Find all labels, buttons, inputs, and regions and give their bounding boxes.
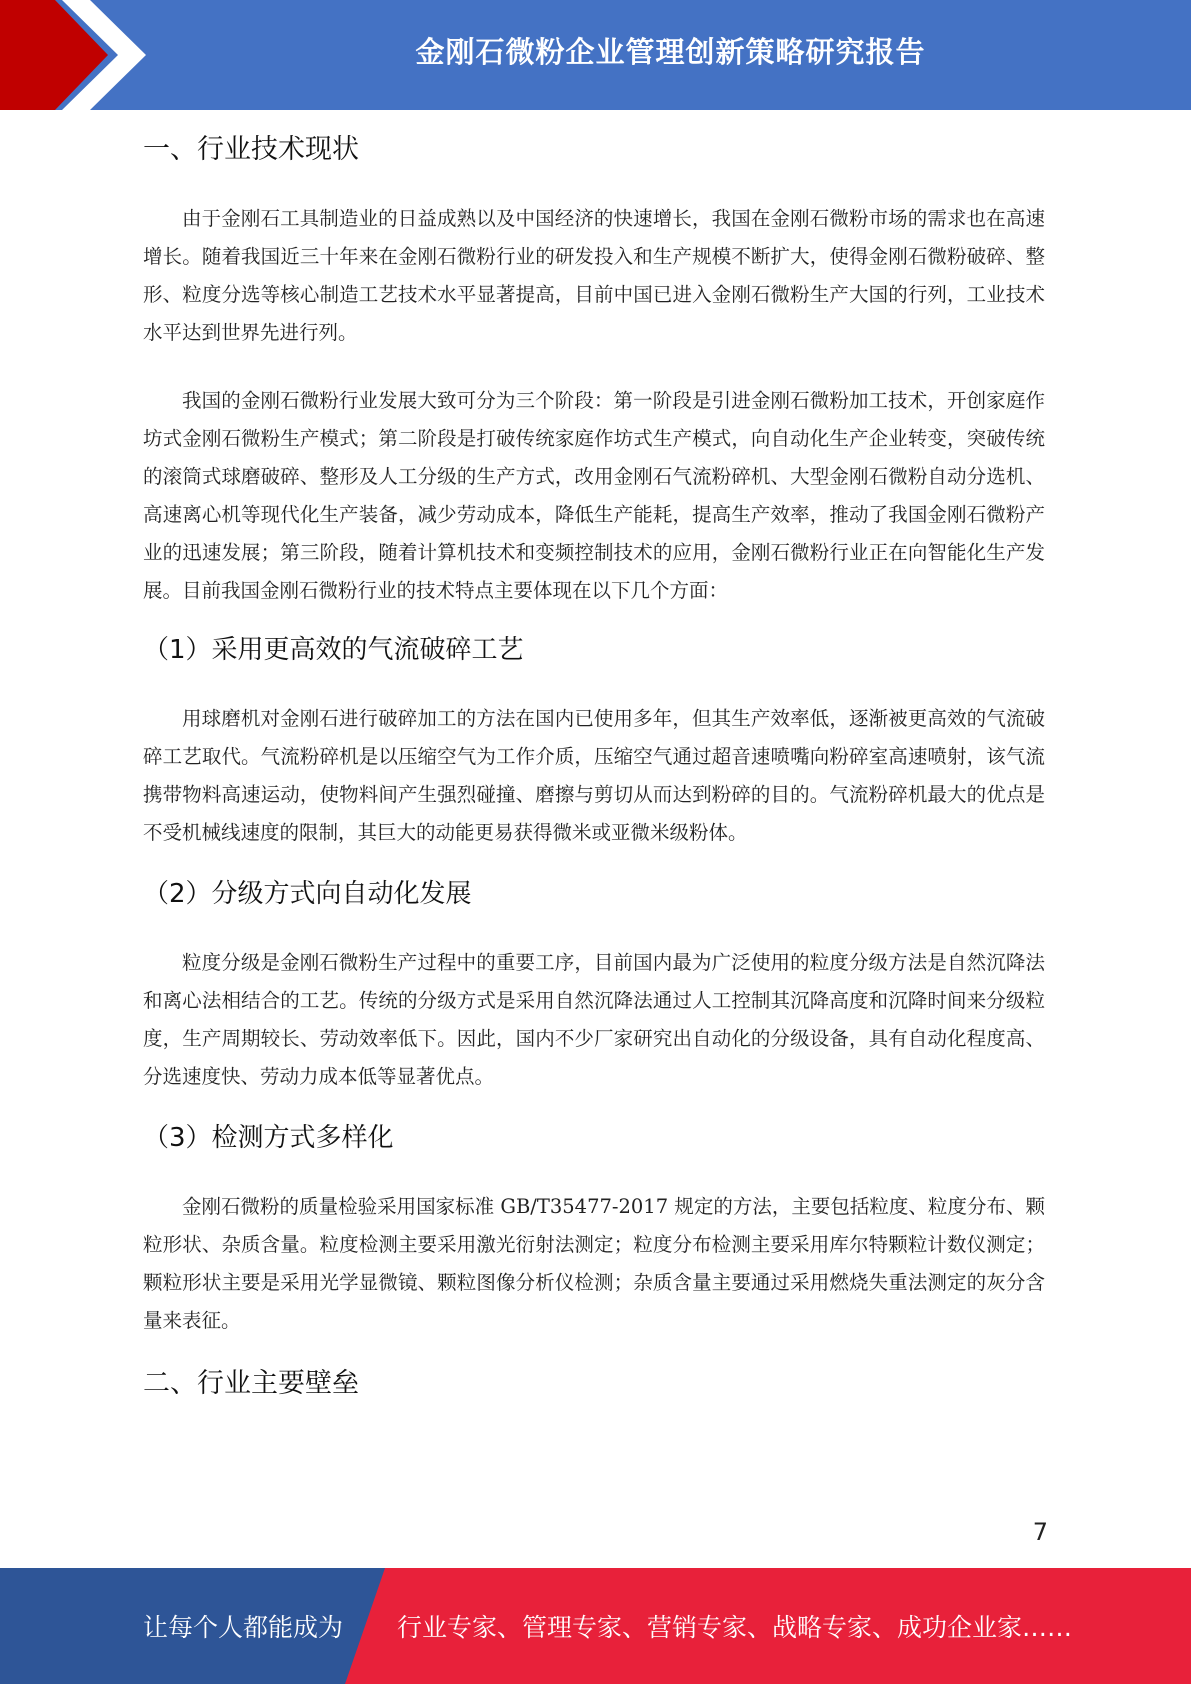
- page-number: 7: [1032, 1518, 1048, 1546]
- subsection-heading: （2）分级方式向自动化发展: [143, 879, 472, 909]
- paragraph: 用球磨机对金刚石进行破碎加工的方法在国内已使用多年，但其生产效率低，逐渐被更高效的气流破碎工艺取代。气流粉碎机是以压缩空气为工作介质，压缩空气通过超音速喷嘴向粉碎室高速喷射，该气流携带物料高速运动，使物料间产生强烈碰撞、磨擦与剪切从而达到粉碎的目的。气流粉碎机最大的优点是不受机械线速度的限制，其巨大的动能更易获得微米或亚微米级粉体。: [143, 707, 1045, 844]
- paragraph: 我国的金刚石微粉行业发展大致可分为三个阶段：第一阶段是引进金刚石微粉加工技术，开创家庭作坊式金刚石微粉生产模式；第二阶段是打破传统家庭作坊式生产模式，向自动化生产企业转变，突破传统的滚筒式球磨破碎、整形及人工分级的生产方式，改用金刚石气流粉碎机、大型金刚石微粉自动分选机、高速离心机等现代化生产装备，减少劳动成本，降低生产能耗，提高生产效率，推动了我国金刚石微粉产业的迅速发展；第三阶段，随着计算机技术和变频控制技术的应用，金刚石微粉行业正在向智能化生产发展。目前我国金刚石微粉行业的技术特点主要体现在以下几个方面：: [143, 389, 1045, 602]
- paragraph: 由于金刚石工具制造业的日益成熟以及中国经济的快速增长，我国在金刚石微粉市场的需求也在高速增长。随着我国近三十年来在金刚石微粉行业的研发投入和生产规模不断扩大，使得金刚石微粉破碎、整形、粒度分选等核心制造工艺技术水平显著提高，目前中国已进入金刚石微粉生产大国的行列，工业技术水平达到世界先进行列。: [143, 207, 1045, 344]
- footer-slogan-right: 行业专家、管理专家、营销专家、战略专家、成功企业家……: [397, 1613, 1073, 1642]
- section-heading: 一、行业技术现状: [143, 134, 359, 165]
- footer-slogan-left: 让每个人都能成为: [143, 1613, 344, 1642]
- section-heading: 二、行业主要壁垒: [143, 1368, 359, 1399]
- subsection-heading: （3）检测方式多样化: [143, 1123, 394, 1153]
- subsection-heading: （1）采用更高效的气流破碎工艺: [143, 635, 524, 665]
- paragraph: 金刚石微粉的质量检验采用国家标准 GB/T35477-2017 规定的方法，主要包括粒度、粒度分布、颗粒形状、杂质含量。粒度检测主要采用激光衍射法测定；粒度分布检测主要采用库尔特颗粒计数仪测定；颗粒形状主要是采用光学显微镜、颗粒图像分析仪检测；杂质含量主要通过采用燃烧失重法测定的灰分含量来表征。: [143, 1195, 1045, 1332]
- paragraph: 粒度分级是金刚石微粉生产过程中的重要工序，目前国内最为广泛使用的粒度分级方法是自然沉降法和离心法相结合的工艺。传统的分级方式是采用自然沉降法通过人工控制其沉降高度和沉降时间来分级粒度，生产周期较长、劳动效率低下。因此，国内不少厂家研究出自动化的分级设备，具有自动化程度高、分选速度快、劳动力成本低等显著优点。: [143, 951, 1045, 1088]
- report-title: 金刚石微粉企业管理创新策略研究报告: [415, 34, 926, 69]
- page-footer: [0, 1568, 1191, 1684]
- document-body: [143, 130, 1045, 1404]
- header-chevron-icon: [0, 0, 160, 110]
- page-header: [0, 0, 1191, 110]
